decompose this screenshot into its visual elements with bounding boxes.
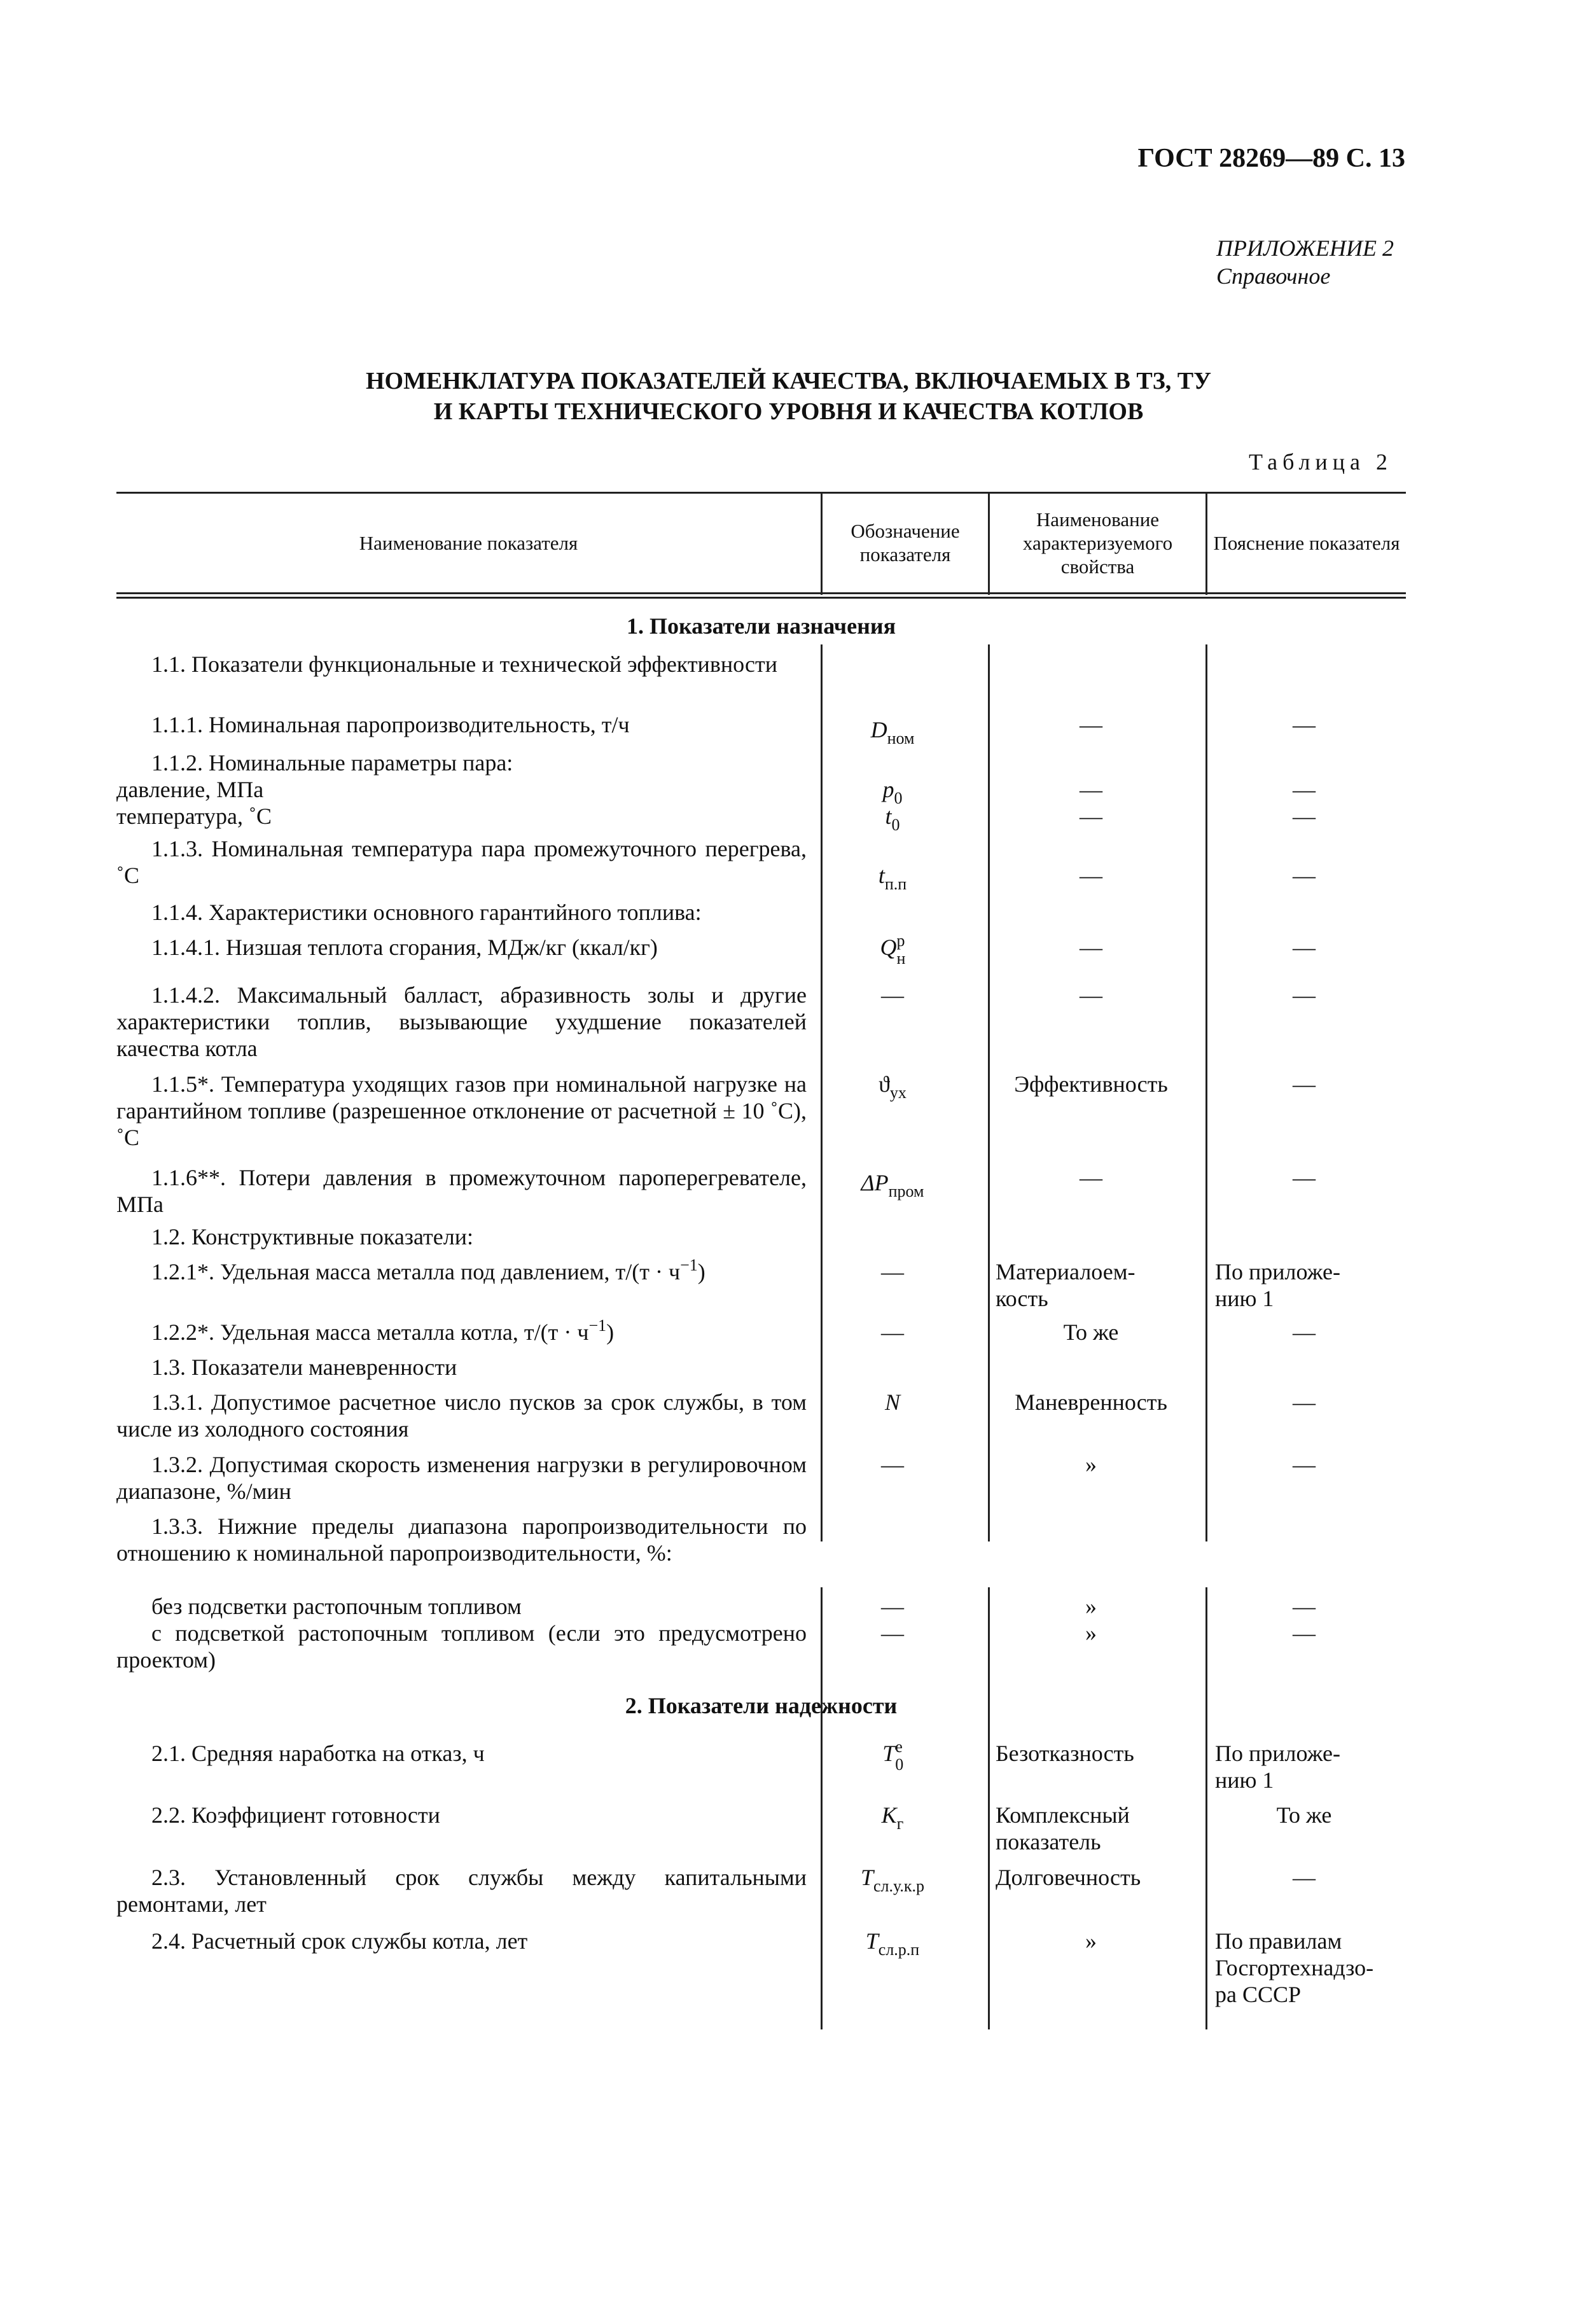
- indicator-name: 1.1.4.2. Максимальный балласт, абразивность золы и другие характеристики топлив, вызывающие ухудшение показателей качества котла: [116, 982, 807, 1061]
- column-header-symbol: Обозначение показателя: [851, 520, 960, 566]
- title-line-1: НОМЕНКЛАТУРА ПОКАЗАТЕЛЕЙ КАЧЕСТВА, ВКЛЮЧАЕМЫХ В ТЗ, ТУ: [365, 368, 1212, 394]
- property: То же: [1063, 1319, 1119, 1345]
- column-header-name: Наименование показателя: [359, 531, 578, 554]
- indicator-name: 1.1. Показатели функциональные и технической эффективности: [151, 651, 777, 677]
- indicator-name: 1.1.4. Характеристики основного гарантийного топлива:: [151, 900, 702, 925]
- indicator-symbol: $D_{ном}$: [870, 717, 915, 748]
- indicator-name: 1.1.3. Номинальная температура пара промежуточного перегрева, ˚С: [116, 836, 807, 888]
- indicator-symbol: $p_0$: [882, 777, 903, 807]
- indicator-name: без подсветки растопочным топливом: [151, 1594, 522, 1619]
- note: По приложе- нию 1: [1215, 1741, 1340, 1793]
- section-heading: 2. Показатели надежности: [625, 1693, 898, 1718]
- indicator-name: 2.3. Установленный срок службы между капитальными ремонтами, лет: [116, 1865, 807, 1917]
- column-header-property: Наименование характеризуемого свойства: [1022, 508, 1173, 578]
- note: —: [1293, 1594, 1316, 1619]
- col-divider: [1205, 644, 1207, 1541]
- header-rule-2: [116, 597, 1406, 599]
- indicator-symbol: $\Delta P_{пром}$: [861, 1170, 924, 1200]
- property: —: [1080, 804, 1102, 829]
- note: По правилам Госгортехнадзо- ра СССР: [1215, 1928, 1374, 2007]
- note: —: [1293, 777, 1316, 802]
- property: —: [1080, 777, 1102, 802]
- note: —: [1293, 1319, 1316, 1345]
- indicator-name: 1.1.6**. Потери давления в промежуточном пароперегревателе, МПа: [116, 1165, 807, 1217]
- appendix-type: Справочное: [1216, 263, 1331, 289]
- indicator-name: 1.3.3. Нижние пределы диапазона паропроизводительности по отношению к номинальной паропроизводительности, %:: [116, 1513, 807, 1566]
- indicator-symbol: $ϑ_{ух}$: [879, 1071, 907, 1102]
- note: —: [1293, 1071, 1316, 1097]
- property: Комплексный показатель: [996, 1802, 1130, 1854]
- indicator-name: 2.2. Коэффициент готовности: [151, 1802, 440, 1828]
- indicator-name: 1.1.5*. Температура уходящих газов при номинальной нагрузке на гарантийном топливе (разрешенное отклонение от расчетной ± 10 ˚С), ˚С: [116, 1071, 807, 1150]
- note: —: [1293, 1620, 1316, 1646]
- title-line-2: И КАРТЫ ТЕХНИЧЕСКОГО УРОВНЯ И КАЧЕСТВА КОТЛОВ: [433, 398, 1144, 425]
- property: »: [1085, 1928, 1097, 1954]
- indicator-symbol: $Q^р$ н: [880, 931, 906, 968]
- table-number: Таблица 2: [1249, 449, 1393, 475]
- note: —: [1293, 1865, 1316, 1890]
- indicator-name: 1.3. Показатели маневренности: [151, 1354, 457, 1380]
- indicator-name: 1.2.1*. Удельная масса металла под давлением, $т/(т \cdot ч^{-1})$: [151, 1256, 705, 1284]
- note: —: [1293, 1165, 1316, 1190]
- property: —: [1080, 982, 1102, 1008]
- property: Маневренность: [1015, 1389, 1167, 1415]
- note: —: [1293, 863, 1316, 888]
- indicator-name: давление, МПа: [116, 777, 264, 802]
- property: —: [1080, 1165, 1102, 1190]
- note: То же: [1276, 1802, 1332, 1828]
- property: Долговечность: [996, 1865, 1141, 1890]
- indicator-name: 1.1.2. Номинальные параметры пара:: [151, 750, 513, 776]
- indicator-name: с подсветкой растопочным топливом (если это предусмотрено проектом): [116, 1620, 807, 1673]
- note: —: [1293, 935, 1316, 960]
- appendix-number: ПРИЛОЖЕНИЕ 2: [1216, 235, 1394, 261]
- section-heading: 1. Показатели назначения: [626, 613, 896, 639]
- indicator-symbol: $T_{сл.р.п}$: [865, 1928, 920, 1959]
- column-header-note: Пояснение показателя: [1213, 531, 1400, 554]
- indicator-symbol: —: [881, 1452, 904, 1477]
- property: —: [1080, 935, 1102, 960]
- indicator-symbol: —: [881, 982, 904, 1008]
- indicator-symbol: —: [881, 1259, 904, 1284]
- indicator-name: 2.4. Расчетный срок службы котла, лет: [151, 1928, 528, 1954]
- indicator-name: 2.1. Средняя наработка на отказ, ч: [151, 1741, 485, 1766]
- note: —: [1293, 712, 1316, 737]
- indicator-name: 1.3.1. Допустимое расчетное число пусков за срок службы, в том числе из холодного состояния: [116, 1389, 807, 1442]
- property: »: [1085, 1620, 1097, 1646]
- note: —: [1293, 1452, 1316, 1477]
- property: »: [1085, 1594, 1097, 1619]
- indicator-name: 1.1.1. Номинальная паропроизводительность, т/ч: [151, 712, 630, 737]
- page-title: [0, 366, 1577, 427]
- property: —: [1080, 712, 1102, 737]
- note: —: [1293, 1389, 1316, 1415]
- appendix-label: [1216, 234, 1394, 290]
- indicator-symbol: $t_{п.п}$: [878, 863, 907, 893]
- note: —: [1293, 804, 1316, 829]
- indicator-symbol: —: [881, 1620, 904, 1646]
- property: Материалоем- кость: [996, 1259, 1136, 1311]
- indicator-name: 1.3.2. Допустимая скорость изменения нагрузки в регулировочном диапазоне, %/мин: [116, 1452, 807, 1504]
- property: Эффективность: [1014, 1071, 1168, 1097]
- note: —: [1293, 982, 1316, 1008]
- indicator-symbol: N: [884, 1389, 900, 1415]
- property: —: [1080, 863, 1102, 888]
- indicator-name: 1.2. Конструктивные показатели:: [151, 1224, 474, 1249]
- col-divider: [1205, 1730, 1207, 2029]
- indicator-name: температура, ˚С: [116, 804, 272, 829]
- indicator-symbol: $T_{сл.у.к.р}$: [860, 1865, 925, 1895]
- indicator-name: 1.1.4.1. Низшая теплота сгорания, МДж/кг (ккал/кг): [151, 935, 658, 960]
- note: По приложе- нию 1: [1215, 1259, 1340, 1311]
- indicator-symbol: —: [881, 1594, 904, 1619]
- property: Безотказность: [996, 1741, 1134, 1766]
- property: »: [1085, 1452, 1097, 1477]
- reliability-section: [116, 1692, 1406, 2265]
- indicator-symbol: —: [881, 1319, 904, 1345]
- document-reference: ГОСТ 28269—89 С. 13: [1137, 144, 1405, 173]
- indicator-name: 1.2.2*. Удельная масса металла котла, $т/(т \cdot ч^{-1})$: [151, 1316, 615, 1345]
- indicator-symbol: $t_0$: [885, 804, 900, 834]
- indicator-symbol: $K_г$: [881, 1802, 904, 1833]
- indicator-symbol: $T^e$ 0: [882, 1737, 904, 1774]
